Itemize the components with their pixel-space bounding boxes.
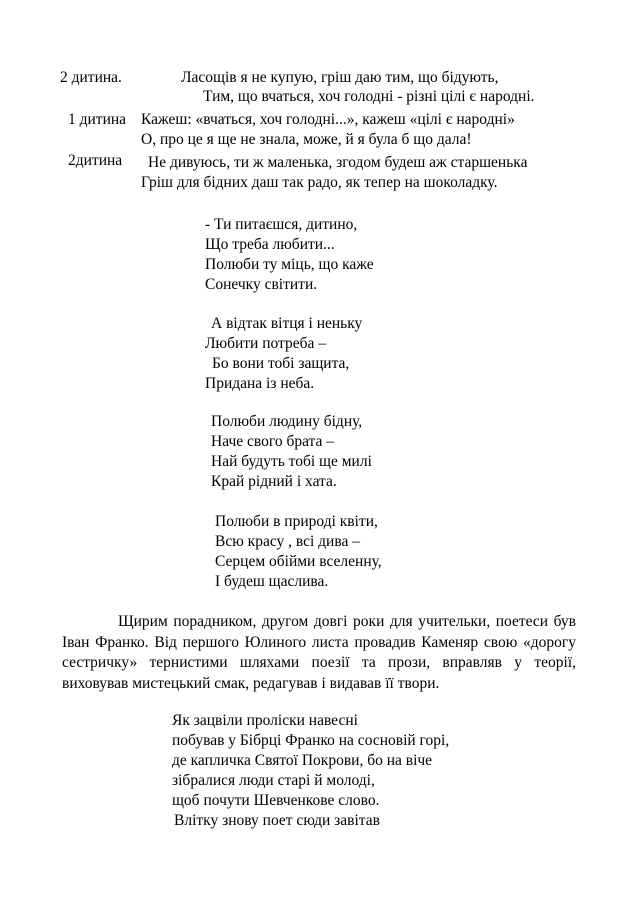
body-paragraph: Щирим порадником, другом довгі роки для учительки, поетеси був Іван Франко. Від першого Юлиного листа провадив Каменяр свою «дорогу сестричку» тернистими шляхами поезії та прози, вправляв у теорії, виховував мистецький смак, редагував і видавав її твори. (62, 613, 576, 692)
dialogue-line: Тим, що вчаться, хоч голодні - різні цілі є народні. (203, 88, 535, 105)
speaker-label: 2 дитина. (60, 69, 122, 86)
poem-line: Придана із неба. (205, 375, 315, 392)
poem-line: Серцем обійми вселенну, (215, 553, 382, 570)
poem-line: Полюби людину бідну, (211, 413, 363, 430)
dialogue-line: Кажеш: «вчаться, хоч голодні...», кажеш «цілі є народні» (141, 111, 515, 128)
verse-line: щоб почути Шевченкове слово. (172, 792, 380, 809)
poem-line: Край рідний і хата. (211, 473, 337, 490)
dialogue-line: Ласощів я не купую, гріш даю тим, що бідують, (181, 69, 499, 86)
speaker-label: 1 дитина (68, 111, 127, 128)
dialogue-line: Не дивуюсь, ти ж маленька, згодом будеш аж старшенька (148, 154, 528, 171)
verse-line: побував у Бібрці Франко на сосновій горі, (172, 732, 450, 749)
verse-line: зібралися люди старі й молоді, (172, 772, 375, 789)
poem-line: Всю красу , всі дива – (215, 533, 360, 550)
poem-line: І будеш щаслива. (215, 573, 329, 590)
speaker-label: 2дитина (68, 152, 123, 169)
poem-line: Любити потреба – (205, 335, 327, 352)
poem-line: Наче свого брата – (211, 433, 335, 450)
poem-line: Полюби в природі квіти, (215, 513, 378, 530)
verse-line: де капличка Святої Покрови, бо на віче (172, 752, 433, 769)
poem-line: Полюби ту міць, що каже (205, 256, 374, 273)
poem-line: А відтак вітця і неньку (211, 315, 363, 332)
verse-line: Влітку знову поет сюди завітав (174, 812, 380, 829)
dialogue-line: Гріш для бідних даш так радо, як тепер на шоколадку. (141, 174, 498, 191)
verse-line: Як зацвіли проліски навесні (172, 712, 358, 729)
poem-line: Бо вони тобі защита, (212, 355, 350, 372)
poem-line: Що треба любити... (205, 236, 335, 253)
dialogue-line: О, про це я ще не знала, може, й я була б що дала! (141, 131, 472, 148)
poem-line: - Ти питаєшся, дитино, (205, 216, 358, 233)
poem-line: Най будуть тобі ще милі (211, 453, 372, 470)
poem-line: Сонечку світити. (205, 276, 318, 293)
